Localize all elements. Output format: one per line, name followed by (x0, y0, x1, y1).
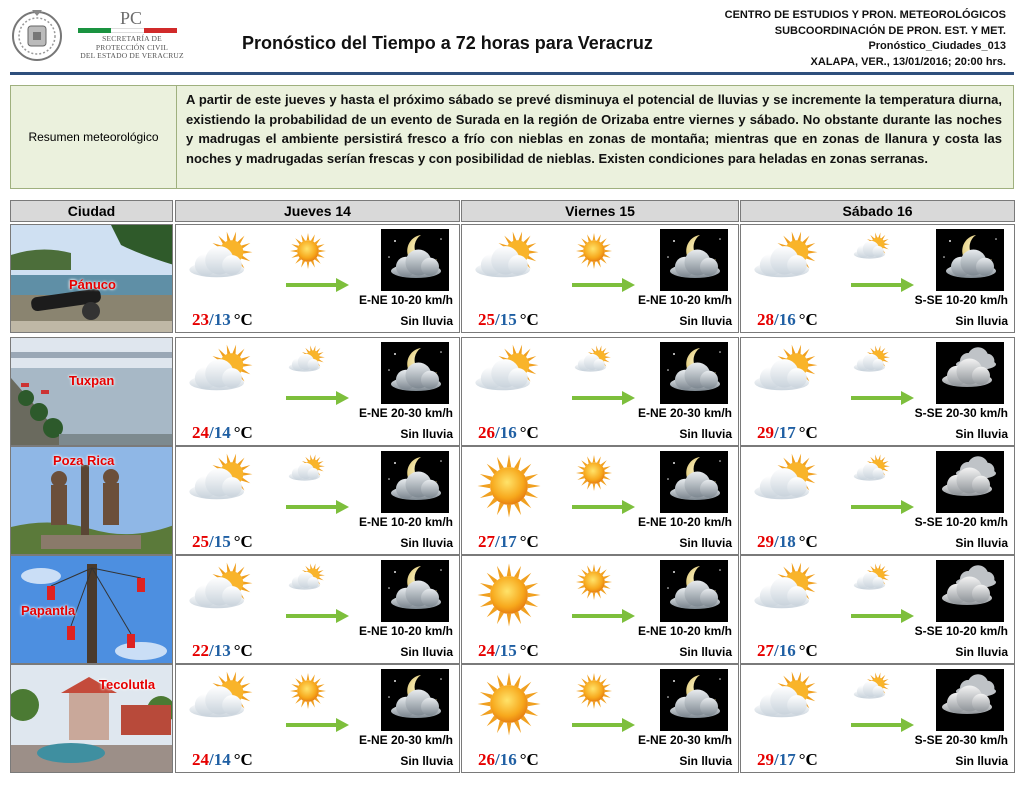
temperature-range (757, 423, 818, 443)
temp-separator: / (774, 532, 779, 551)
rain-forecast: Sin lluvia (679, 427, 732, 441)
temp-unit: °C (233, 310, 253, 329)
min-temp: 18 (778, 532, 796, 551)
day-forecast-cell (175, 337, 460, 446)
sun-cloud-icon (474, 229, 544, 304)
temp-separator: / (495, 750, 500, 769)
temp-unit: °C (519, 641, 539, 660)
max-temp: 29 (757, 750, 774, 769)
sun-icon (474, 560, 544, 635)
temp-separator: / (209, 532, 214, 551)
wind-arrow-icon (851, 717, 915, 738)
rain-forecast: Sin lluvia (679, 754, 732, 768)
max-temp: 26 (478, 750, 495, 769)
rain-forecast: Sin lluvia (400, 645, 453, 659)
day-header-3: Sábado 16 (740, 200, 1015, 222)
day-forecast-cell (175, 664, 460, 773)
sun-cloud-icon (853, 344, 893, 389)
sun-icon (474, 451, 544, 526)
wind-forecast: S-SE 10-20 km/h (914, 624, 1008, 638)
moon-cloud-icon (936, 229, 1004, 291)
max-temp: 27 (478, 532, 495, 551)
day-forecast-cell (740, 337, 1015, 446)
rain-forecast: Sin lluvia (679, 314, 732, 328)
wind-arrow-icon (572, 277, 636, 298)
sun-cloud-icon (288, 344, 328, 389)
rain-forecast: Sin lluvia (400, 536, 453, 550)
sun-cloud-icon (188, 229, 258, 304)
sun-icon (574, 453, 614, 498)
temp-unit: °C (519, 532, 539, 551)
wind-arrow-icon (286, 608, 350, 629)
temp-unit: °C (233, 641, 253, 660)
wind-forecast: E-NE 10-20 km/h (358, 515, 453, 529)
day-forecast-cell (461, 337, 739, 446)
sun-cloud-icon (753, 229, 823, 304)
day-forecast-cell (461, 555, 739, 664)
temperature-range (192, 641, 253, 661)
city-name: Poza Rica (53, 453, 115, 468)
day-header-2: Viernes 15 (461, 200, 739, 222)
moon-cloud-icon (381, 451, 449, 513)
clouds-icon (936, 342, 1004, 404)
temperature-range (192, 750, 253, 770)
temperature-range (757, 641, 818, 661)
city-photo (10, 664, 173, 773)
day-forecast-cell (175, 446, 460, 555)
moon-cloud-icon (381, 560, 449, 622)
temperature-range (478, 641, 539, 661)
temperature-range (757, 532, 818, 552)
temp-unit: °C (233, 532, 253, 551)
city-name: Pánuco (69, 277, 116, 292)
moon-cloud-icon (381, 342, 449, 404)
rain-forecast: Sin lluvia (955, 754, 1008, 768)
max-temp: 29 (757, 423, 774, 442)
temperature-range (478, 532, 539, 552)
max-temp: 25 (192, 532, 209, 551)
sun-cloud-icon (188, 669, 258, 744)
max-temp: 24 (192, 423, 209, 442)
temp-unit: °C (519, 750, 539, 769)
temp-unit: °C (798, 641, 818, 660)
city-column-header: Ciudad (10, 200, 173, 222)
day-forecast-cell (740, 446, 1015, 555)
wind-forecast: S-SE 10-20 km/h (914, 515, 1008, 529)
temperature-range (192, 310, 253, 330)
wind-forecast: S-SE 20-30 km/h (914, 406, 1008, 420)
min-temp: 16 (499, 423, 517, 442)
day-forecast-cell (461, 446, 739, 555)
day-header-1: Jueves 14 (175, 200, 460, 222)
wind-arrow-icon (572, 499, 636, 520)
city-photo (10, 446, 173, 555)
city-name: Papantla (21, 603, 76, 618)
temp-unit: °C (233, 423, 253, 442)
header-divider (10, 72, 1014, 75)
sun-cloud-icon (853, 231, 893, 276)
min-temp: 17 (499, 532, 517, 551)
max-temp: 25 (478, 310, 495, 329)
rain-forecast: Sin lluvia (400, 427, 453, 441)
temp-unit: °C (798, 750, 818, 769)
temp-separator: / (495, 423, 500, 442)
sun-cloud-icon (753, 451, 823, 526)
wind-arrow-icon (572, 390, 636, 411)
moon-cloud-icon (660, 342, 728, 404)
sun-icon (288, 231, 328, 276)
day-forecast-cell (740, 555, 1015, 664)
sun-cloud-icon (753, 560, 823, 635)
temp-separator: / (774, 750, 779, 769)
city-photo (10, 555, 173, 664)
day-forecast-cell (461, 224, 739, 333)
day-forecast-cell (740, 224, 1015, 333)
min-temp: 13 (213, 641, 231, 660)
max-temp: 24 (478, 641, 495, 660)
max-temp: 26 (478, 423, 495, 442)
city-photo (10, 337, 173, 446)
wind-arrow-icon (572, 608, 636, 629)
temp-separator: / (209, 750, 214, 769)
page-title: Pronóstico del Tiempo a 72 horas para Veracruz (242, 33, 653, 53)
sun-cloud-icon (288, 562, 328, 607)
city-name: Tecolutla (99, 677, 156, 692)
temperature-range (478, 310, 539, 330)
day-forecast-cell (740, 664, 1015, 773)
sun-cloud-icon (753, 342, 823, 417)
wind-arrow-icon (286, 717, 350, 738)
max-temp: 23 (192, 310, 209, 329)
temperature-range (757, 750, 818, 770)
sun-cloud-icon (474, 342, 544, 417)
rain-forecast: Sin lluvia (955, 645, 1008, 659)
day-forecast-cell (175, 555, 460, 664)
summary-text: A partir de este jueves y hasta el próximo sábado se prevé disminuya el potencial de lluvias y se incremente la temperatura diurna, existiendo la probabilidad de un evento de Surada en la región de Orizaba entre viernes y sábado. No obstante durante las noches y madrugas el ambiente persistirá fresco a frío con nieblas en zonas de montaña; mientras que en zonas de llanura y costa las noches y madrugadas serían frescas y con posibilidad de nieblas. Existen condiciones para heladas en zonas serranas. (186, 92, 1002, 166)
wind-arrow-icon (851, 608, 915, 629)
forecast-id: Pronóstico_Ciudades_013 (868, 40, 1006, 52)
sun-cloud-icon (853, 453, 893, 498)
max-temp: 28 (757, 310, 774, 329)
moon-cloud-icon (660, 560, 728, 622)
min-temp: 13 (213, 310, 231, 329)
min-temp: 15 (499, 310, 517, 329)
issue-datetime: XALAPA, VER., 13/01/2016; 20:00 hrs. (810, 55, 1006, 68)
subcoordination: SUBCOORDINACIÓN DE PRON. EST. Y MET. (774, 24, 1006, 37)
rain-forecast: Sin lluvia (679, 536, 732, 550)
temperature-range (757, 310, 818, 330)
rain-forecast: Sin lluvia (955, 427, 1008, 441)
sun-cloud-icon (188, 560, 258, 635)
max-temp: 29 (757, 532, 774, 551)
rain-forecast: Sin lluvia (955, 536, 1008, 550)
moon-cloud-icon (381, 669, 449, 731)
temp-unit: °C (798, 423, 818, 442)
weather-summary (10, 85, 1014, 189)
temperature-range (478, 750, 539, 770)
wind-arrow-icon (286, 499, 350, 520)
sun-cloud-icon (288, 453, 328, 498)
temp-separator: / (209, 641, 214, 660)
wind-arrow-icon (286, 390, 350, 411)
sun-icon (474, 669, 544, 744)
city-row (10, 224, 1015, 335)
max-temp: 24 (192, 750, 209, 769)
city-row (10, 337, 1015, 448)
city-photo (10, 224, 173, 333)
min-temp: 14 (213, 750, 231, 769)
temp-separator: / (495, 310, 500, 329)
temp-separator: / (774, 641, 779, 660)
temperature-range (478, 423, 539, 443)
min-temp: 14 (213, 423, 231, 442)
wind-arrow-icon (851, 277, 915, 298)
city-name: Tuxpan (69, 373, 115, 388)
temp-unit: °C (798, 310, 818, 329)
min-temp: 17 (778, 423, 796, 442)
city-row (10, 664, 1015, 775)
temp-separator: / (495, 641, 500, 660)
min-temp: 17 (778, 750, 796, 769)
moon-cloud-icon (660, 451, 728, 513)
max-temp: 22 (192, 641, 209, 660)
city-row (10, 446, 1015, 557)
rain-forecast: Sin lluvia (955, 314, 1008, 328)
rain-forecast: Sin lluvia (679, 645, 732, 659)
rain-forecast: Sin lluvia (400, 754, 453, 768)
sun-cloud-icon (574, 344, 614, 389)
wind-arrow-icon (572, 717, 636, 738)
sun-cloud-icon (853, 562, 893, 607)
temperature-range (192, 423, 253, 443)
min-temp: 16 (499, 750, 517, 769)
sun-icon (574, 671, 614, 716)
sun-icon (288, 671, 328, 716)
sun-cloud-icon (753, 669, 823, 744)
temp-separator: / (209, 310, 214, 329)
temperature-range (192, 532, 253, 552)
moon-cloud-icon (660, 229, 728, 291)
temp-separator: / (774, 423, 779, 442)
sun-cloud-icon (188, 451, 258, 526)
temp-unit: °C (519, 310, 539, 329)
sun-cloud-icon (188, 342, 258, 417)
min-temp: 15 (499, 641, 517, 660)
state-seal-icon (10, 6, 64, 64)
wind-forecast: E-NE 10-20 km/h (637, 624, 732, 638)
temp-separator: / (209, 423, 214, 442)
temp-separator: / (495, 532, 500, 551)
sun-cloud-icon (853, 671, 893, 716)
wind-arrow-icon (851, 499, 915, 520)
sun-icon (574, 562, 614, 607)
temp-separator: / (774, 310, 779, 329)
temp-unit: °C (233, 750, 253, 769)
wind-forecast: E-NE 20-30 km/h (637, 406, 732, 420)
temp-unit: °C (519, 423, 539, 442)
min-temp: 15 (213, 532, 231, 551)
center-name: CENTRO DE ESTUDIOS Y PRON. METEOROLÓGICOS (724, 9, 1006, 21)
proteccion-civil-logo: PC SECRETARÍA DE PROTECCIÓN CIVIL DEL ESTADO DE VERACRUZ (78, 8, 186, 64)
wind-forecast: S-SE 20-30 km/h (914, 733, 1008, 747)
min-temp: 16 (778, 310, 796, 329)
day-forecast-cell (461, 664, 739, 773)
wind-forecast: S-SE 10-20 km/h (914, 293, 1008, 307)
moon-cloud-icon (381, 229, 449, 291)
wind-forecast: E-NE 20-30 km/h (637, 733, 732, 747)
day-forecast-cell (175, 224, 460, 333)
wind-forecast: E-NE 10-20 km/h (637, 515, 732, 529)
moon-cloud-icon (660, 669, 728, 731)
rain-forecast: Sin lluvia (400, 314, 453, 328)
forecast-table (10, 200, 1015, 784)
wind-forecast: E-NE 20-30 km/h (358, 406, 453, 420)
wind-arrow-icon (851, 390, 915, 411)
summary-label: Resumen meteorológico (11, 86, 177, 188)
sun-icon (574, 231, 614, 276)
city-row (10, 555, 1015, 666)
clouds-icon (936, 669, 1004, 731)
wind-forecast: E-NE 10-20 km/h (358, 624, 453, 638)
clouds-icon (936, 451, 1004, 513)
issuing-center-info (725, 8, 1006, 70)
wind-forecast: E-NE 10-20 km/h (637, 293, 732, 307)
min-temp: 16 (778, 641, 796, 660)
clouds-icon (936, 560, 1004, 622)
wind-arrow-icon (286, 277, 350, 298)
max-temp: 27 (757, 641, 774, 660)
temp-unit: °C (798, 532, 818, 551)
wind-forecast: E-NE 20-30 km/h (358, 733, 453, 747)
wind-forecast: E-NE 10-20 km/h (358, 293, 453, 307)
